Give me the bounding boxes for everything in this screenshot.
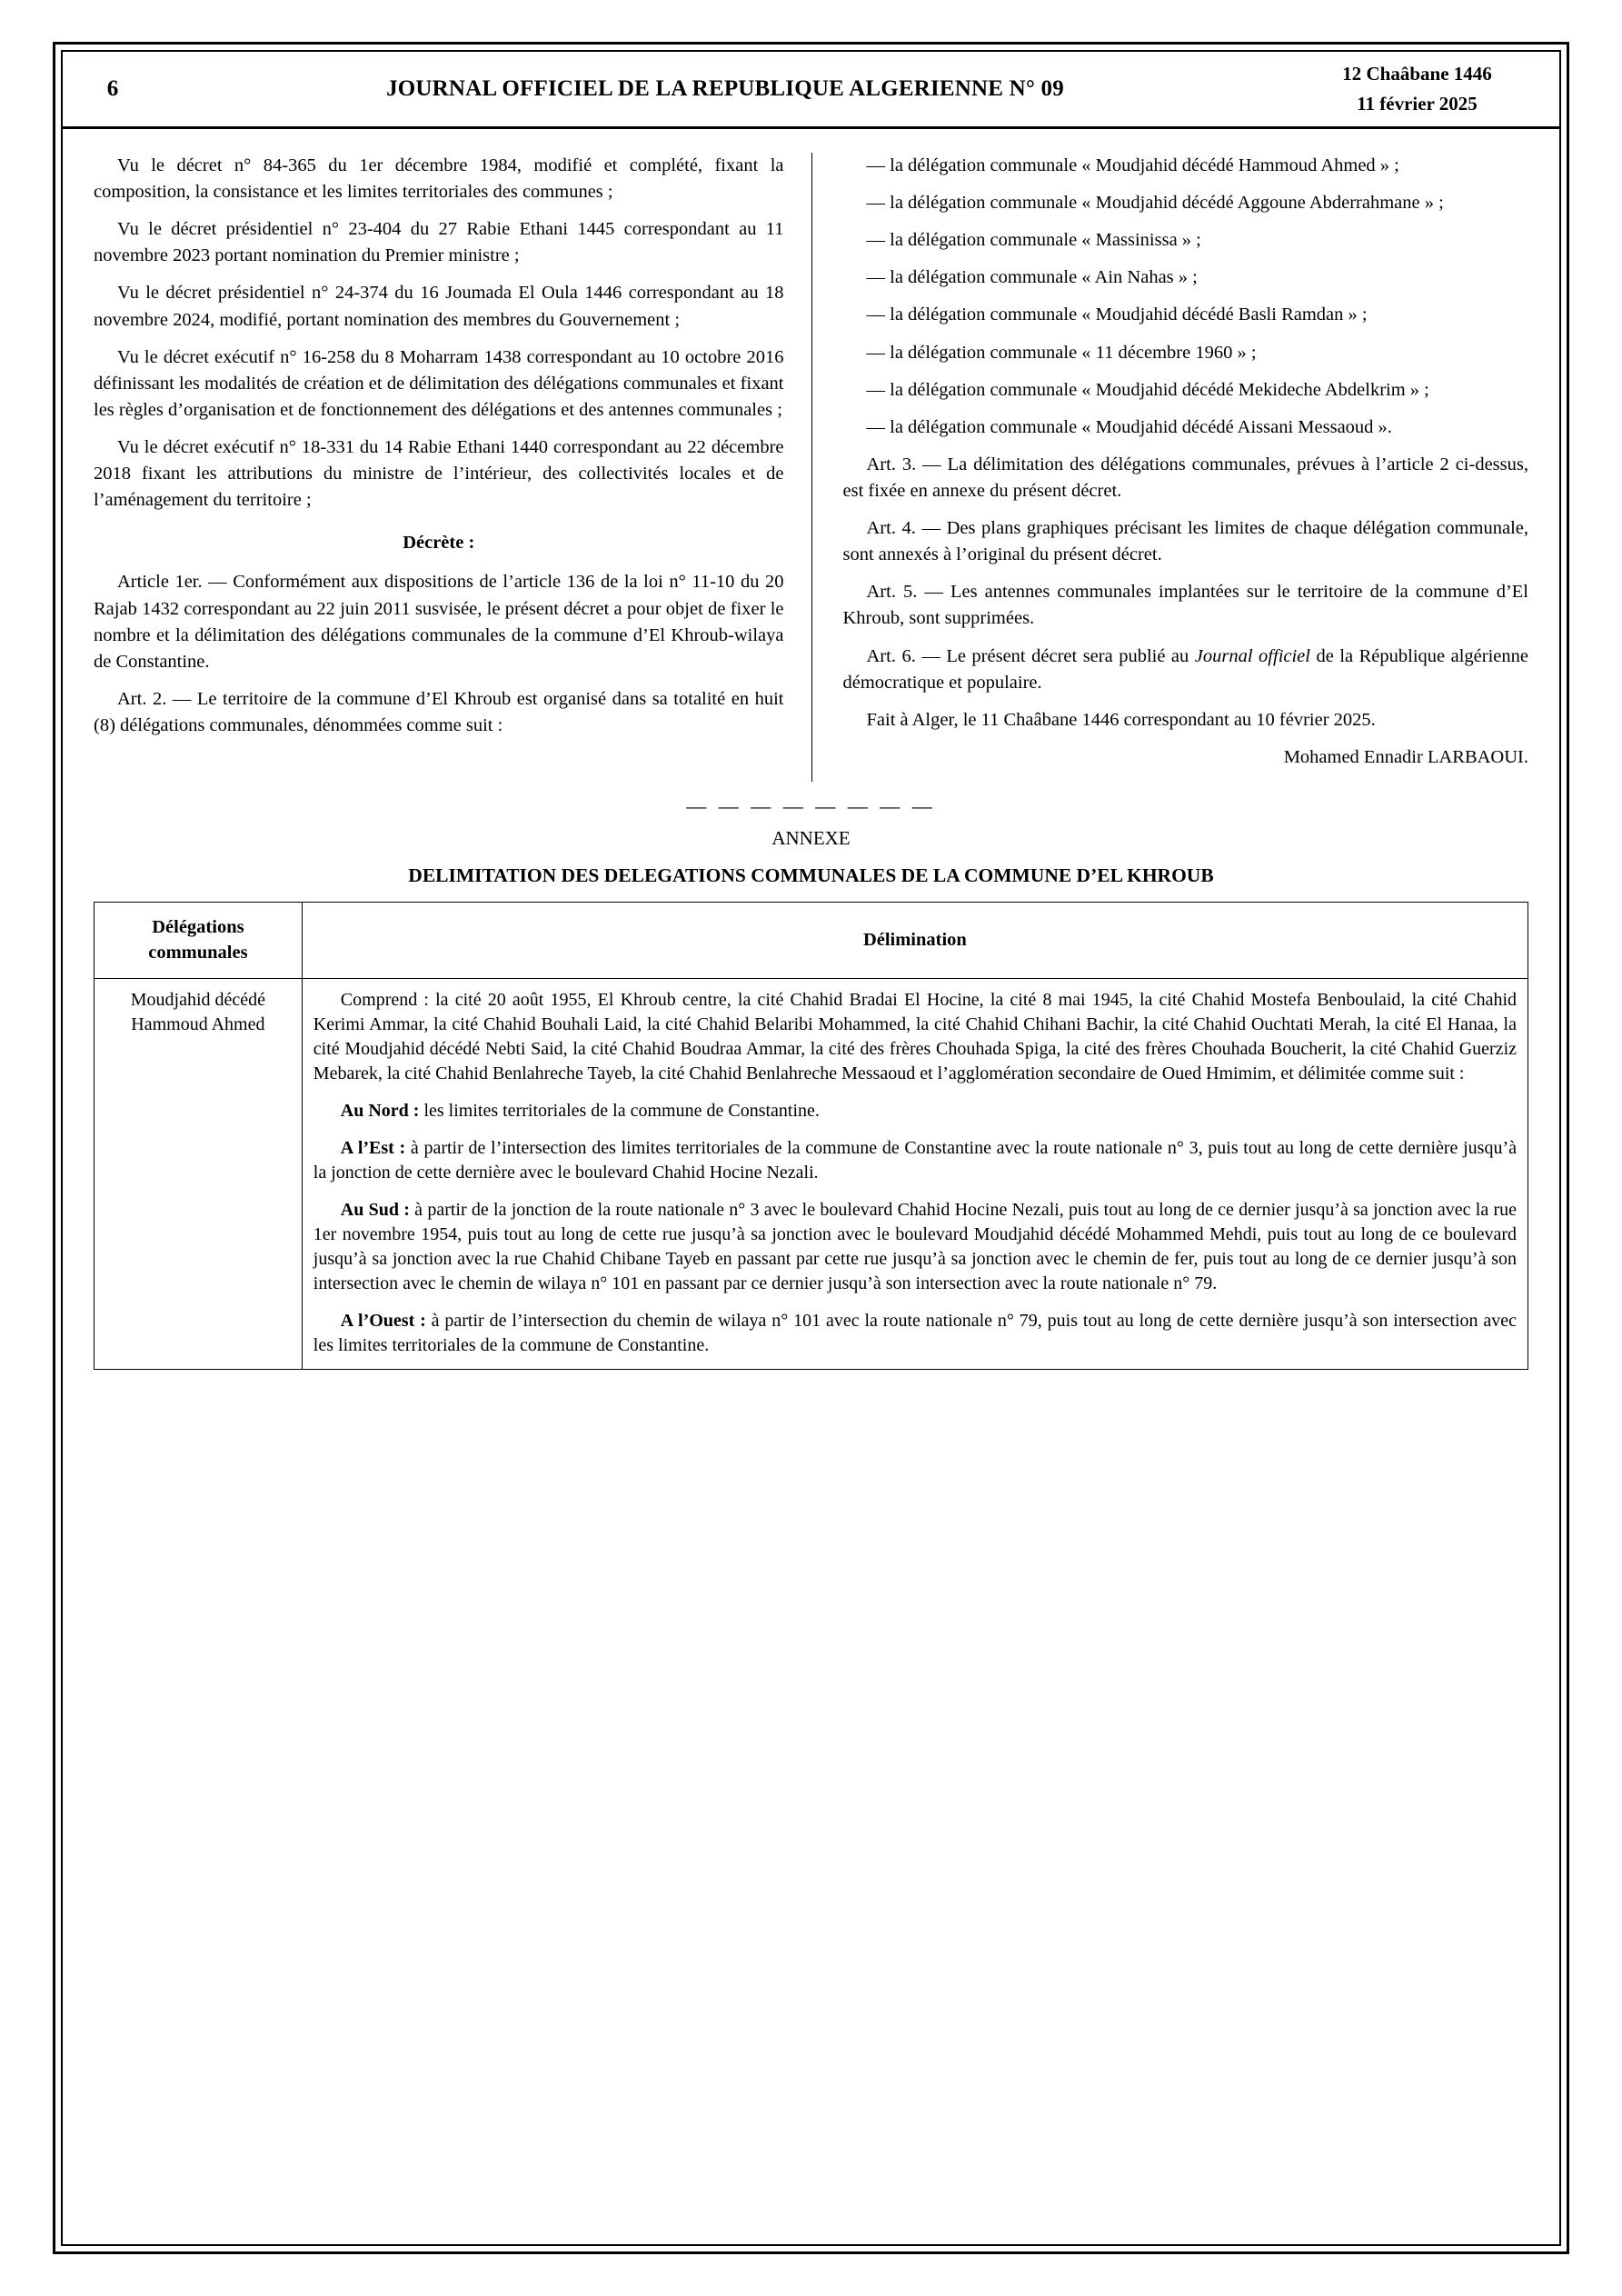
annexe-separator: — — — — — — — — [686, 794, 936, 817]
delim-text-nord: les limites territoriales de la commune de Constantine. [419, 1101, 820, 1122]
delim-paragraph-nord [313, 1099, 1517, 1123]
signature-name: Mohamed Ennadir LARBAOUI. [1283, 746, 1528, 767]
article-6-text-end: de la République algérienne démocratique et populaire. [842, 645, 1528, 693]
delegation-item: — la délégation communale « Moudjahid décédé Mekideche Abdelkrim » ; [866, 379, 1429, 400]
delegation-item: — la délégation communale « Moudjahid décédé Basli Ramdan » ; [866, 304, 1368, 325]
delim-paragraph-ouest [313, 1309, 1517, 1358]
delegation-item: — la délégation communale « Massinissa » ; [866, 230, 1201, 251]
page-content [63, 129, 1559, 1370]
journal-title: JOURNAL OFFICIEL DE LA REPUBLIQUE ALGERIENNE N° 09 [386, 76, 1064, 101]
article-1: Article 1er. — Conformément aux dispositions de l’article 136 de la loi n° 11-10 du 20 Rajab 1432 correspondant au 22 juin 2011 susvisée, le présent décret a pour objet de fixer le nombre et la délimitation des délégations communales de la commune d’El Khroub-wilaya de Constantine. [94, 572, 784, 672]
delim-text-est: à partir de l’intersection des limites territoriales de la commune de Constantine avec la route nationale n° 3, puis tout au long de cette dernière jusqu’à la jonction de cette dernière avec le boulevard Chahid Hocine Nezali. [313, 1138, 1517, 1183]
delim-paragraph-sud [313, 1198, 1517, 1296]
table-header-delimination: Délimination [302, 902, 1527, 978]
page-border-inner [61, 50, 1561, 2246]
gregorian-date: 11 février 2025 [1357, 93, 1478, 115]
journal-officiel-italic: Journal officiel [1194, 645, 1310, 666]
delimination-cell [302, 979, 1527, 1370]
delim-label-ouest: A l’Ouest : [340, 1311, 426, 1332]
delim-paragraph-est [313, 1136, 1517, 1185]
delim-text-sud: à partir de la jonction de la route nationale n° 3 avec le boulevard Chahid Hocine Nezali, puis tout au long de ce dernier jusqu’à sa jonction avec la rue 1er novembre 1954, puis tout au long de cette rue jusqu’à sa jonction avec le boulevard Moudjahid décédé Mohammed Mehdi, puis tout au long de ce boulevard jusqu’à sa jonction avec la rue Chahid Chibane Tayeb en passant par cette rue jusqu’à sa jonction avec le chemin de fer, puis tout au long de ce dernier jusqu’à son intersection avec le chemin de wilaya n° 101 en passant par ce dernier jusqu’à son intersection avec la route nationale n° 79. [313, 1200, 1517, 1294]
delim-paragraph-intro: Comprend : la cité 20 août 1955, El Khroub centre, la cité Chahid Bradai El Hocine, la cité 8 mai 1945, la cité Chahid Mostefa Benboulaid, la cité Chahid Kerimi Ammar, la cité Chahid Bouhali Laid, la cité Chahid Belaribi Mohammed, la cité Chahid Chihani Bachir, la cité Chahid Ouchtati Merah, la cité El Hanaa, la cité Moudjahid décédé Nebti Said, la cité Chahid Boudraa Ammar, la cité des frères Chouhada Spiga, la cité des frères Chouhada Boucherit, la cité Chahid Guerziz Mebarek, la cité Chahid Benlahreche Tayeb, la cité Chahid Benlahreche Messaoud et l’agglomération secondaire de Oued Hmimim, et délimitée comme suit : [313, 990, 1517, 1084]
page-border-outer [53, 42, 1569, 2254]
article-5: Art. 5. — Les antennes communales implantées sur le territoire de la commune d’El Khroub, sont supprimées. [842, 582, 1528, 629]
article-4: Art. 4. — Des plans graphiques précisant les limites de chaque délégation communale, sont annexés à l’original du présent décret. [842, 518, 1528, 565]
paragraph-vu-4: Vu le décret exécutif n° 16-258 du 8 Moharram 1438 correspondant au 10 octobre 2016 définissant les modalités de création et de délimitation des délégations communales et fixant les règles d’organisation et de fonctionnement des délégations et des antennes communales ; [94, 346, 784, 420]
done-at-line: Fait à Alger, le 11 Chaâbane 1446 correspondant au 10 février 2025. [866, 709, 1376, 730]
delim-label-sud: Au Sud : [340, 1200, 410, 1221]
delim-label-nord: Au Nord : [340, 1101, 420, 1122]
hijri-date: 12 Chaâbane 1446 [1342, 63, 1492, 85]
delim-label-est: A l’Est : [340, 1138, 406, 1159]
delimitation-table [94, 902, 1528, 1370]
masthead-dates [1288, 52, 1559, 126]
paragraph-vu-1: Vu le décret n° 84-365 du 1er décembre 1984, modifié et complété, fixant la composition, la consistance et les limites territoriales des communes ; [94, 155, 784, 203]
two-column-body [94, 153, 1528, 782]
delim-text-ouest: à partir de l’intersection du chemin de wilaya n° 101 avec la route nationale n° 79, puis tout au long de cette dernière jusqu’à son intersection avec les limites territoriales de la commune de Constantine. [313, 1311, 1518, 1356]
delegation-item: — la délégation communale « Moudjahid décédé Hammoud Ahmed » ; [866, 155, 1399, 175]
delegation-item: — la délégation communale « Moudjahid décédé Aissani Messaoud ». [866, 416, 1392, 437]
delegation-item: — la délégation communale « 11 décembre 1960 » ; [866, 342, 1257, 363]
left-column [94, 153, 811, 782]
page-masthead [63, 52, 1559, 129]
paragraph-vu-3: Vu le décret présidentiel n° 24-374 du 16 Joumada El Oula 1446 correspondant au 18 novembre 2024, modifié, portant nomination des membres du Gouvernement ; [94, 283, 784, 330]
article-3: Art. 3. — La délimitation des délégations communales, prévues à l’article 2 ci-dessus, est fixée en annexe du présent décret. [842, 454, 1528, 501]
table-header-row [95, 902, 1528, 978]
delegation-name-cell: Moudjahid décédé Hammoud Ahmed [95, 979, 303, 1370]
delegation-item: — la délégation communale « Moudjahid décédé Aggoune Abderrahmane » ; [866, 193, 1444, 214]
annexe-title: DELIMITATION DES DELEGATIONS COMMUNALES DE LA COMMUNE D’EL KHROUB [408, 863, 1214, 886]
paragraph-vu-2: Vu le décret présidentiel n° 23-404 du 27 Rabie Ethani 1445 correspondant au 11 novembre 2023 portant nomination du Premier ministre ; [94, 219, 784, 266]
annexe-label: ANNEXE [771, 826, 851, 849]
paragraph-vu-5: Vu le décret exécutif n° 18-331 du 14 Rabie Ethani 1440 correspondant au 22 décembre 2018 fixant les attributions du ministre de l’intérieur, des collectivités locales et de l’aménagement du territoire ; [94, 436, 784, 511]
article-2: Art. 2. — Le territoire de la commune d’El Khroub est organisé dans sa totalité en huit (8) délégations communales, dénommées comme suit : [94, 688, 784, 735]
decrete-heading: Décrète : [403, 533, 475, 554]
page-number: 6 [106, 76, 119, 101]
table-row [95, 979, 1528, 1370]
delegation-item: — la délégation communale « Ain Nahas » ; [866, 267, 1198, 288]
table-header-delegations: Délégations communales [95, 902, 303, 978]
right-column [811, 153, 1529, 782]
article-6 [843, 644, 1529, 696]
article-6-text-start: Art. 6. — Le présent décret sera publié au [866, 645, 1195, 666]
